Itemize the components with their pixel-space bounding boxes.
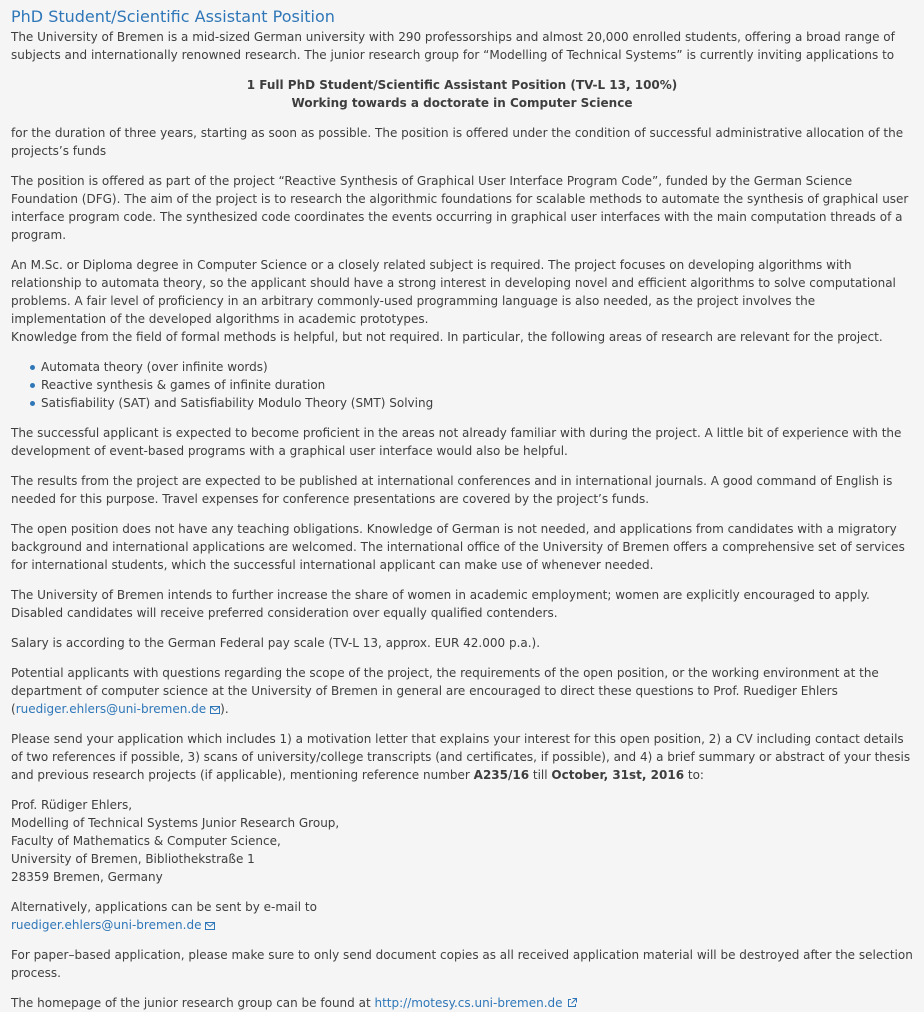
research-areas-list [11,358,913,412]
mail-icon [205,922,215,930]
list-item: Satisfiability (SAT) and Satisfiability Modulo Theory (SMT) Solving [41,394,913,412]
apply-text: Please send your application which includes 1) a motivation letter that explains your interest for this open position, 2) a CV including contact details of two references if possible, 3) scans of university/college transcripts (and certificates, if possible), and 4) a brief summary or abstract of your thesis and previous research projects (if applicable), mentioning reference number [11,732,911,782]
homepage-paragraph [11,994,913,1012]
duration-paragraph: for the duration of three years, starting as soon as possible. The position is offered under the condition of successful administrative allocation of the projects’s funds [11,126,904,158]
questions-email-link[interactable]: ruediger.ehlers@uni-bremen.de [16,702,220,716]
proficiency-paragraph: The successful applicant is expected to become proficient in the areas not already familiar with during the project. A little bit of experience with the development of event-based programs with a graphical user interface would also be helpful. [11,426,902,458]
email-alternative-paragraph [11,898,913,934]
results-paragraph: The results from the project are expected to be published at international conferences and in international journals. A good command of English is needed for this purpose. Travel expenses for conference presentations are covered by the project’s funds. [11,474,893,506]
paper-note-paragraph: For paper–based application, please make sure to only send document copies as all received application material will be destroyed after the selection process. [11,948,913,980]
list-item: Automata theory (over infinite words) [41,358,913,376]
project-paragraph: The position is offered as part of the project “Reactive Synthesis of Graphical User Interface Program Code”, funded by the German Science Foundation (DFG). The aim of the project is to research the algorithmic foundations for scalable methods to automate the synthesis of graphical user interface program code. The synthesized code coordinates the events occurring in graphical user interfaces with the main computation threads of a program. [11,174,909,242]
mail-icon [210,706,220,714]
application-email-link[interactable]: ruediger.ehlers@uni-bremen.de [11,918,215,932]
teaching-paragraph: The open position does not have any teaching obligations. Knowledge of German is not needed, and applications from candidates with a migratory background and international applications are welcomed. The international office of the University of Bremen offers a comprehensive set of services for international students, which the successful international applicant can make use of whenever needed. [11,522,905,572]
to-text: to: [684,768,704,782]
requirements-text: An M.Sc. or Diploma degree in Computer Science or a closely related subject is required. The project focuses on developing algorithms with relationship to automata theory, so the applicant should have a strong interest in developing novel and efficient algorithms to solve computational problems. A fair level of proficiency in an arbitrary commonly-used programming language is also needed, as the project involves the implementation of the developed algorithms in academic prototypes. [11,258,896,326]
questions-end: ). [220,702,229,716]
apply-paragraph [11,730,913,784]
email-alt-text: Alternatively, applications can be sent by e-mail to [11,900,317,914]
address-line: University of Bremen, Bibliothekstraße 1 [11,852,255,866]
postal-address [11,796,913,886]
formal-methods-text: Knowledge from the field of formal methods is helpful, but not required. In particular, the following areas of research are relevant for the project. [11,330,883,344]
address-line: Faculty of Mathematics & Computer Science, [11,834,281,848]
page-title: PhD Student/Scientific Assistant Position [11,7,335,26]
reference-number: A235/16 [473,768,530,782]
intro-paragraph: The University of Bremen is a mid-sized German university with 290 professorships and almost 20,000 enrolled students, offering a broad range of subjects and internationally renowned research. The junior research group for “Modelling of Technical Systems” is currently inviting applications to [11,30,895,62]
women-paragraph: The University of Bremen intends to further increase the share of women in academic employment; women are explicitly encouraged to apply. Disabled candidates will receive preferred consideration over equally qualified contenders. [11,588,870,620]
till-text: till [529,768,552,782]
salary-paragraph: Salary is according to the German Federal pay scale (TV-L 13, approx. EUR 42.000 p.a.). [11,636,541,650]
position-line-2: Working towards a doctorate in Computer Science [291,96,633,110]
position-title [11,76,913,112]
homepage-link[interactable]: http://motesy.cs.uni-bremen.de [374,996,576,1010]
list-item: Reactive synthesis & games of infinite duration [41,376,913,394]
position-line-1: 1 Full PhD Student/Scientific Assistant Position (TV-L 13, 100%) [246,78,678,92]
deadline: October, 31st, 2016 [551,768,685,782]
questions-text: Potential applicants with questions regarding the scope of the project, the requirements of the open position, or the working environment at the department of computer science at the University of Bremen in general are encouraged to direct these questions to Prof. Ruediger Ehlers ( [11,666,879,716]
requirements-paragraph [11,256,913,346]
external-link-icon [567,998,577,1008]
address-line: Modelling of Technical Systems Junior Research Group, [11,816,340,830]
questions-paragraph [11,664,913,718]
address-line: 28359 Bremen, Germany [11,870,163,884]
homepage-text: The homepage of the junior research group can be found at [11,996,375,1010]
address-line: Prof. Rüdiger Ehlers, [11,798,133,812]
